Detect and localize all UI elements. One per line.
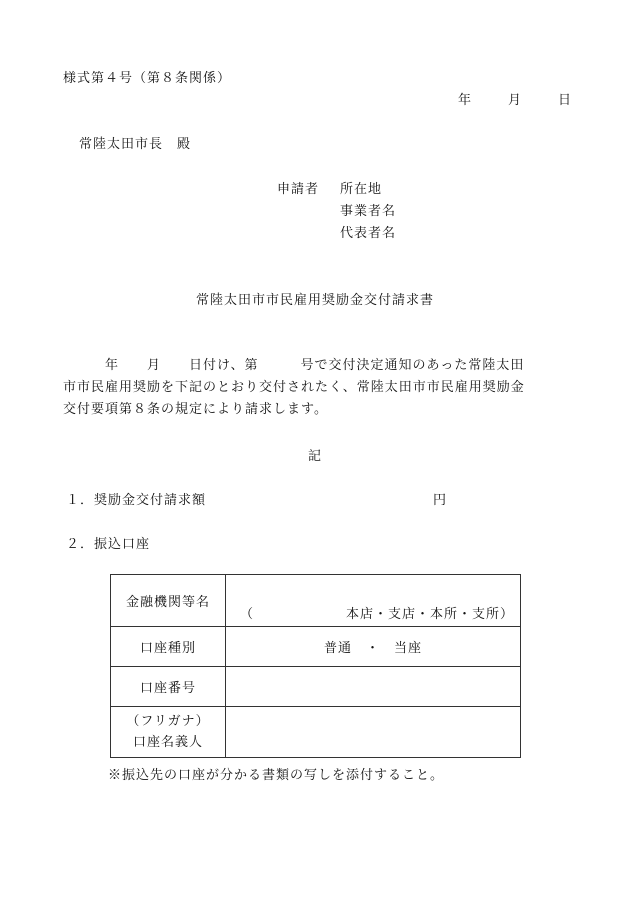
account-table — [110, 574, 521, 758]
account-number-label: 口座番号 — [111, 667, 226, 707]
request-body — [63, 355, 583, 421]
document-title: 常陸太田市市民雇用奨励金交付請求書 — [195, 293, 434, 308]
table-row — [111, 667, 521, 707]
attachment-note: ※振込先の口座が分かる書類の写しを添付すること。 — [108, 768, 445, 783]
form-number: 様式第４号（第８条関係） — [63, 71, 232, 86]
addressee: 常陸太田市長 殿 — [79, 137, 192, 152]
date-line — [458, 89, 572, 108]
table-row — [111, 575, 521, 627]
account-type-label: 口座種別 — [111, 627, 226, 667]
applicant-business-name-label: 事業者名 — [340, 204, 397, 219]
applicant-representative-label: 代表者名 — [340, 226, 397, 241]
bank-name-field[interactable] — [226, 575, 521, 627]
date-year: 年 — [458, 93, 473, 108]
applicant-label: 申請者 — [277, 182, 320, 197]
bank-open-paren: （ — [240, 607, 255, 622]
date-month: 月 — [508, 93, 523, 108]
body-line: 交付要項第８条の規定により請求します。 — [63, 402, 328, 417]
bank-name-label: 金融機関等名 — [111, 575, 226, 627]
table-row — [111, 627, 521, 667]
yen-unit: 円 — [433, 493, 448, 508]
applicant-address-label: 所在地 — [340, 182, 383, 197]
account-holder-label: 口座名義人 — [132, 735, 203, 750]
bank-branch-options: 本店・支店・本所・支所） — [345, 607, 514, 622]
table-row — [111, 707, 521, 758]
transfer-account-label: ２．振込口座 — [66, 537, 151, 552]
account-number-field[interactable] — [226, 667, 521, 707]
request-amount-label: １．奨励金交付請求額 — [66, 493, 207, 508]
account-holder-label-cell — [111, 707, 226, 758]
body-line: 市市民雇用奨励を下記のとおり交付されたく、常陸太田市市民雇用奨励金 — [63, 380, 525, 395]
furigana-label: （フリガナ） — [126, 714, 210, 729]
account-type-options[interactable]: 普通 ・ 当座 — [226, 627, 521, 667]
ki-heading: 記 — [307, 449, 322, 464]
date-day: 日 — [558, 93, 573, 108]
body-line: 年 月 日付け、第 号で交付決定通知のあった常陸太田 — [63, 358, 525, 373]
account-holder-field[interactable] — [226, 707, 521, 758]
